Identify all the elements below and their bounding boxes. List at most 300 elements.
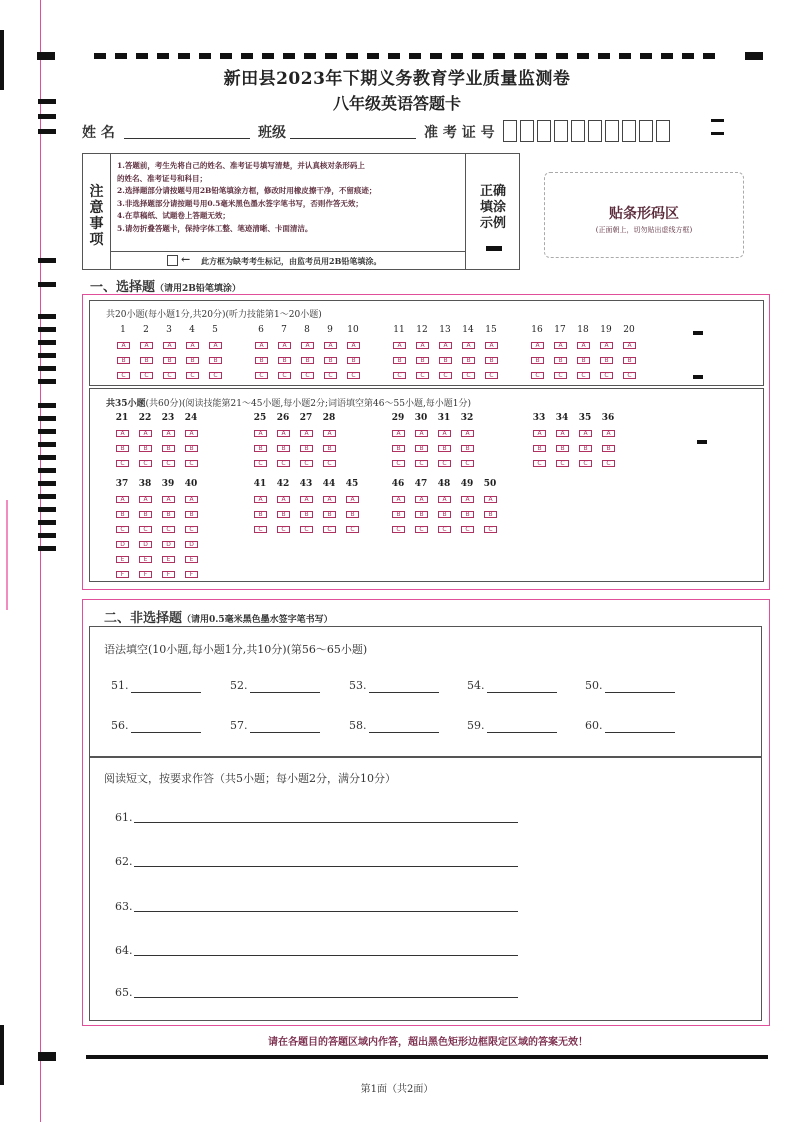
answer-bubble[interactable]: A	[278, 342, 291, 349]
reading-item-label: 64.	[115, 944, 133, 957]
answer-bubble[interactable]: C	[186, 372, 199, 379]
answer-bubble[interactable]: C	[346, 526, 359, 533]
answer-bubble[interactable]: A	[600, 342, 613, 349]
answer-bubble[interactable]: B	[116, 511, 129, 518]
grammar-header: 语法填空(10小题,每小题1分,共10分)(第56～65小题)	[104, 643, 368, 656]
reading-item-label: 62.	[115, 855, 133, 868]
answer-bubble[interactable]: A	[323, 496, 336, 503]
grammar-answer-line[interactable]	[131, 692, 201, 693]
timing-mark	[703, 53, 715, 59]
exam-number-cell[interactable]	[554, 120, 568, 142]
grammar-answer-line[interactable]	[250, 692, 320, 693]
answer-bubble[interactable]: A	[162, 496, 175, 503]
timing-mark	[38, 416, 56, 421]
answer-bubble[interactable]: C	[438, 460, 451, 467]
answer-bubble[interactable]: B	[415, 445, 428, 452]
answer-bubble[interactable]: B	[577, 357, 590, 364]
answer-bubble[interactable]: B	[623, 357, 636, 364]
bottom-bar	[86, 1055, 768, 1059]
answer-bubble[interactable]: B	[255, 357, 268, 364]
answer-bubble[interactable]: B	[162, 445, 175, 452]
timing-mark	[38, 507, 56, 512]
question-number: 4	[189, 325, 195, 335]
notice-line: 3.非选择题部分请按题号用0.5毫米黑色墨水签字笔书写，否则作答无效；	[117, 198, 363, 208]
answer-bubble[interactable]: A	[139, 496, 152, 503]
answer-bubble[interactable]: B	[323, 445, 336, 452]
reading-answer-header: 阅读短文，按要求作答（共5小题；每小题2分，满分10分）	[104, 772, 396, 785]
answer-bubble[interactable]: C	[255, 372, 268, 379]
answer-bubble[interactable]: A	[300, 430, 313, 437]
answer-bubble[interactable]: A	[579, 430, 592, 437]
question-number: 30	[414, 413, 428, 423]
grammar-item-label: 58.	[349, 719, 367, 732]
timing-mark	[577, 53, 589, 59]
question-number: 47	[414, 479, 428, 489]
left-edge-mark	[6, 500, 8, 610]
timing-mark	[38, 258, 56, 263]
question-number: 12	[416, 325, 428, 335]
barcode-title: 贴条形码区	[609, 206, 679, 222]
answer-bubble[interactable]: C	[438, 526, 451, 533]
reading-item-label: 61.	[115, 811, 133, 824]
answer-bubble[interactable]: A	[186, 342, 199, 349]
timing-mark	[38, 520, 56, 525]
absent-note: 此方框为缺考考生标记，由监考员用2B铅笔填涂。	[201, 256, 382, 266]
answer-bubble[interactable]: C	[324, 372, 337, 379]
answer-bubble[interactable]: B	[140, 357, 153, 364]
question-number: 44	[322, 479, 336, 489]
absent-checkbox[interactable]	[167, 255, 178, 266]
answer-bubble[interactable]: A	[255, 342, 268, 349]
answer-bubble[interactable]: B	[554, 357, 567, 364]
grammar-answer-line[interactable]	[131, 732, 201, 733]
answer-bubble[interactable]: A	[277, 430, 290, 437]
answer-bubble[interactable]: C	[301, 372, 314, 379]
answer-bubble[interactable]: C	[116, 526, 129, 533]
answer-bubble[interactable]: C	[623, 372, 636, 379]
question-number: 36	[601, 413, 615, 423]
reading-item-label: 65.	[115, 986, 133, 999]
answer-bubble[interactable]: A	[602, 430, 615, 437]
exam-number-cell[interactable]	[656, 120, 670, 142]
timing-mark	[409, 53, 421, 59]
timing-mark	[38, 282, 56, 287]
answer-bubble[interactable]: A	[209, 342, 222, 349]
answer-bubble[interactable]: B	[533, 445, 546, 452]
answer-bubble[interactable]: A	[300, 496, 313, 503]
grammar-item-label: 53.	[349, 679, 367, 692]
answer-bubble[interactable]: C	[139, 526, 152, 533]
timing-mark	[388, 53, 400, 59]
answer-bubble[interactable]: B	[415, 511, 428, 518]
arrow-icon: ←	[181, 253, 191, 266]
answer-bubble[interactable]: A	[439, 342, 452, 349]
exam-number-cell[interactable]	[588, 120, 602, 142]
answer-bubble[interactable]: B	[278, 357, 291, 364]
answer-bubble[interactable]: C	[554, 372, 567, 379]
answer-bubble[interactable]: A	[163, 342, 176, 349]
question-number: 8	[304, 325, 310, 335]
reading-answer-line[interactable]	[134, 955, 518, 956]
answer-bubble[interactable]: A	[484, 496, 497, 503]
answer-bubble[interactable]: B	[300, 445, 313, 452]
question-number: 43	[299, 479, 313, 489]
timing-mark	[38, 366, 56, 371]
answer-bubble[interactable]: A	[162, 430, 175, 437]
answer-bubble[interactable]: F	[116, 571, 129, 578]
answer-bubble[interactable]: C	[484, 526, 497, 533]
answer-bubble[interactable]: E	[162, 556, 175, 563]
answer-bubble[interactable]: C	[300, 460, 313, 467]
answer-bubble[interactable]: B	[324, 357, 337, 364]
answer-bubble[interactable]: C	[300, 526, 313, 533]
answer-bubble[interactable]: B	[346, 511, 359, 518]
question-number: 50	[483, 479, 497, 489]
section2-title: 二、非选择题	[104, 611, 183, 626]
answer-bubble[interactable]: B	[162, 511, 175, 518]
listening-header: 共20小题(每小题1分,共20分)(听力技能第1～20小题)	[106, 310, 322, 320]
answer-bubble[interactable]: C	[116, 460, 129, 467]
question-number: 25	[253, 413, 267, 423]
grammar-item-label: 51.	[111, 679, 129, 692]
question-number: 32	[460, 413, 474, 423]
answer-bubble[interactable]: E	[139, 556, 152, 563]
answer-bubble[interactable]: C	[277, 460, 290, 467]
grammar-item-label: 60.	[585, 719, 603, 732]
answer-bubble[interactable]: C	[254, 526, 267, 533]
answer-bubble[interactable]: A	[393, 342, 406, 349]
name-label: 姓 名	[82, 125, 115, 141]
reading-header-rest: (共60分)(阅读技能第21～45小题,每小题2分;词语填空第46～55小题,每小题1分)	[145, 399, 472, 409]
barcode-area	[544, 172, 744, 258]
answer-bubble[interactable]: F	[139, 571, 152, 578]
timing-mark	[38, 455, 56, 460]
exam-number-cell[interactable]	[537, 120, 551, 142]
answer-bubble[interactable]: C	[600, 372, 613, 379]
timing-mark	[38, 429, 56, 434]
timing-mark	[325, 53, 337, 59]
answer-bubble[interactable]: B	[461, 445, 474, 452]
answer-bubble[interactable]: A	[301, 342, 314, 349]
answer-bubble[interactable]: C	[162, 460, 175, 467]
reading-answer-line[interactable]	[134, 911, 518, 912]
timing-mark	[178, 53, 190, 59]
question-number: 6	[258, 325, 264, 335]
answer-bubble[interactable]: C	[577, 372, 590, 379]
class-label: 班级	[258, 125, 286, 141]
answer-bubble[interactable]: E	[185, 556, 198, 563]
answer-bubble[interactable]: A	[254, 430, 267, 437]
answer-bubble[interactable]: A	[461, 496, 474, 503]
answer-bubble[interactable]: A	[461, 430, 474, 437]
answer-bubble[interactable]: F	[162, 571, 175, 578]
answer-bubble[interactable]: B	[600, 357, 613, 364]
answer-bubble[interactable]: B	[139, 445, 152, 452]
answer-bubble[interactable]: C	[602, 460, 615, 467]
answer-bubble[interactable]: A	[462, 342, 475, 349]
question-number: 7	[281, 325, 287, 335]
answer-bubble[interactable]: B	[277, 445, 290, 452]
answer-bubble[interactable]: C	[415, 460, 428, 467]
answer-bubble[interactable]: A	[140, 342, 153, 349]
answer-bubble[interactable]: C	[462, 372, 475, 379]
reading-header-bold: 共35小题	[106, 399, 146, 409]
answer-bubble[interactable]: B	[531, 357, 544, 364]
answer-bubble[interactable]: C	[392, 460, 405, 467]
answer-bubble[interactable]: B	[347, 357, 360, 364]
notice-lines	[117, 160, 461, 235]
question-number: 48	[437, 479, 451, 489]
answer-bubble[interactable]: B	[416, 357, 429, 364]
timing-mark	[199, 53, 211, 59]
grammar-answer-line[interactable]	[605, 732, 675, 733]
section2-note: （请用0.5毫米黑色墨水签字笔书写）	[182, 615, 333, 625]
question-number: 18	[577, 325, 589, 335]
answer-bubble[interactable]: C	[533, 460, 546, 467]
answer-bubble[interactable]: C	[416, 372, 429, 379]
answer-bubble[interactable]: B	[185, 511, 198, 518]
notice-line: 的姓名、准考证号和科目；	[117, 173, 207, 183]
answer-bubble[interactable]: B	[438, 445, 451, 452]
absent-row	[111, 251, 465, 271]
answer-bubble[interactable]: A	[116, 430, 129, 437]
timing-mark	[514, 53, 526, 59]
notice-line: 1.答题前，考生先将自己的姓名、准考证号填写清楚，并认真核对条形码上	[117, 161, 365, 170]
answer-bubble[interactable]: D	[116, 541, 129, 548]
exam-number-label: 准 考 证 号	[424, 125, 495, 141]
reading-answer-line[interactable]	[134, 822, 518, 823]
question-number: 14	[462, 325, 474, 335]
answer-bubble[interactable]: A	[531, 342, 544, 349]
question-number: 33	[532, 413, 546, 423]
question-number: 42	[276, 479, 290, 489]
answer-bubble[interactable]: B	[139, 511, 152, 518]
answer-bubble[interactable]: A	[416, 342, 429, 349]
answer-bubble[interactable]: C	[139, 460, 152, 467]
grammar-item-label: 52.	[230, 679, 248, 692]
answer-bubble[interactable]: C	[323, 526, 336, 533]
answer-bubble[interactable]: B	[186, 357, 199, 364]
timing-mark	[38, 481, 56, 486]
answer-bubble[interactable]: B	[439, 357, 452, 364]
question-number: 26	[276, 413, 290, 423]
answer-bubble[interactable]: C	[393, 372, 406, 379]
answer-bubble[interactable]: B	[556, 445, 569, 452]
answer-bubble[interactable]: A	[139, 430, 152, 437]
answer-bubble[interactable]: A	[185, 496, 198, 503]
answer-bubble[interactable]: A	[185, 430, 198, 437]
answer-bubble[interactable]: B	[392, 511, 405, 518]
answer-bubble[interactable]: B	[393, 357, 406, 364]
timing-mark	[682, 53, 694, 59]
answer-bubble[interactable]: C	[439, 372, 452, 379]
question-number: 5	[212, 325, 218, 335]
answer-bubble[interactable]: C	[323, 460, 336, 467]
reading-answer-line[interactable]	[134, 866, 518, 867]
answer-bubble[interactable]: C	[392, 526, 405, 533]
answer-bubble[interactable]: B	[579, 445, 592, 452]
exam-number-cell[interactable]	[571, 120, 585, 142]
grammar-item-label: 59.	[467, 719, 485, 732]
fill-sample	[465, 154, 521, 269]
answer-bubble[interactable]: A	[577, 342, 590, 349]
question-number: 22	[138, 413, 152, 423]
question-number: 29	[391, 413, 405, 423]
answer-bubble[interactable]: B	[300, 511, 313, 518]
answer-bubble[interactable]: B	[254, 511, 267, 518]
answer-bubble[interactable]: B	[602, 445, 615, 452]
section1-title: 一、选择题	[90, 280, 156, 295]
question-number: 20	[623, 325, 635, 335]
question-number: 41	[253, 479, 267, 489]
answer-bubble[interactable]: A	[623, 342, 636, 349]
answer-bubble[interactable]: A	[347, 342, 360, 349]
answer-bubble[interactable]: C	[162, 526, 175, 533]
answer-bubble[interactable]: C	[485, 372, 498, 379]
answer-bubble[interactable]: A	[324, 342, 337, 349]
exam-number-cell[interactable]	[605, 120, 619, 142]
timing-mark	[38, 327, 56, 332]
answer-bubble[interactable]: D	[185, 541, 198, 548]
question-number: 15	[485, 325, 497, 335]
answer-bubble[interactable]: A	[392, 430, 405, 437]
answer-bubble[interactable]: C	[579, 460, 592, 467]
timing-mark	[38, 353, 56, 358]
answer-bubble[interactable]: B	[117, 357, 130, 364]
question-number: 19	[600, 325, 612, 335]
grammar-answer-line[interactable]	[369, 732, 439, 733]
name-field[interactable]	[124, 138, 250, 139]
question-number: 35	[578, 413, 592, 423]
answer-bubble[interactable]: C	[209, 372, 222, 379]
answer-bubble[interactable]: A	[116, 496, 129, 503]
answer-bubble[interactable]: A	[438, 496, 451, 503]
grammar-answer-line[interactable]	[487, 692, 557, 693]
answer-bubble[interactable]: A	[323, 430, 336, 437]
answer-bubble[interactable]: A	[117, 342, 130, 349]
question-number: 16	[531, 325, 543, 335]
answer-bubble[interactable]: A	[392, 496, 405, 503]
answer-bubble[interactable]: B	[301, 357, 314, 364]
timing-mark	[38, 494, 56, 499]
answer-bubble[interactable]: A	[438, 430, 451, 437]
answer-bubble[interactable]: D	[162, 541, 175, 548]
exam-number-cell[interactable]	[639, 120, 653, 142]
page-title: 新田县2023年下期义务教育学业质量监测卷	[223, 69, 571, 89]
answer-bubble[interactable]: B	[254, 445, 267, 452]
answer-bubble[interactable]: C	[140, 372, 153, 379]
answer-bubble[interactable]: C	[461, 460, 474, 467]
question-number: 9	[327, 325, 333, 335]
reading-answer-line[interactable]	[134, 997, 518, 998]
answer-bubble[interactable]: D	[139, 541, 152, 548]
answer-bubble[interactable]: B	[116, 445, 129, 452]
answer-bubble[interactable]: A	[556, 430, 569, 437]
answer-bubble[interactable]: B	[277, 511, 290, 518]
answer-bubble[interactable]: B	[209, 357, 222, 364]
answer-bubble[interactable]: A	[533, 430, 546, 437]
answer-bubble[interactable]: A	[346, 496, 359, 503]
answer-bubble[interactable]: C	[185, 526, 198, 533]
answer-bubble[interactable]: E	[116, 556, 129, 563]
answer-bubble[interactable]: B	[185, 445, 198, 452]
timing-mark	[38, 114, 56, 119]
answer-bubble[interactable]: C	[117, 372, 130, 379]
timing-mark	[241, 53, 253, 59]
answer-bubble[interactable]: B	[462, 357, 475, 364]
answer-bubble[interactable]: B	[461, 511, 474, 518]
timing-mark	[38, 314, 56, 319]
question-number: 1	[120, 325, 126, 335]
answer-bubble[interactable]: A	[485, 342, 498, 349]
timing-mark	[38, 533, 56, 538]
answer-bubble[interactable]: C	[163, 372, 176, 379]
answer-bubble[interactable]: A	[254, 496, 267, 503]
answer-bubble[interactable]: B	[485, 357, 498, 364]
timing-mark	[115, 53, 127, 59]
question-number: 34	[555, 413, 569, 423]
reading-item-label: 63.	[115, 900, 133, 913]
exam-number-cell[interactable]	[622, 120, 636, 142]
answer-bubble[interactable]: B	[323, 511, 336, 518]
grammar-answer-line[interactable]	[605, 692, 675, 693]
answer-bubble[interactable]: C	[347, 372, 360, 379]
answer-bubble[interactable]: A	[277, 496, 290, 503]
answer-bubble[interactable]: B	[484, 511, 497, 518]
exam-number-cell[interactable]	[503, 120, 517, 142]
answer-bubble[interactable]: C	[531, 372, 544, 379]
answer-bubble[interactable]: A	[554, 342, 567, 349]
timing-mark	[283, 53, 295, 59]
answer-bubble[interactable]: F	[185, 571, 198, 578]
section1-heading	[90, 276, 241, 295]
answer-bubble[interactable]: A	[415, 430, 428, 437]
answer-bubble[interactable]: B	[438, 511, 451, 518]
class-field[interactable]	[290, 138, 416, 139]
question-number: 49	[460, 479, 474, 489]
grammar-answer-line[interactable]	[369, 692, 439, 693]
timing-mark	[346, 53, 358, 59]
section2-heading	[104, 607, 333, 626]
grammar-answer-line[interactable]	[487, 732, 557, 733]
fill-sample-label: 正确填涂示例	[479, 184, 506, 231]
timing-mark	[640, 53, 652, 59]
answer-bubble[interactable]: C	[277, 526, 290, 533]
timing-mark	[38, 129, 56, 134]
exam-number-cell[interactable]	[520, 120, 534, 142]
timing-mark	[661, 53, 673, 59]
answer-bubble[interactable]: C	[254, 460, 267, 467]
right-timing-mark	[711, 132, 724, 135]
answer-bubble[interactable]: C	[461, 526, 474, 533]
answer-bubble[interactable]: C	[185, 460, 198, 467]
question-number: 45	[345, 479, 359, 489]
answer-bubble[interactable]: C	[556, 460, 569, 467]
page-subtitle: 八年级英语答题卡	[332, 94, 461, 113]
question-number: 28	[322, 413, 336, 423]
timing-mark	[38, 340, 56, 345]
timing-mark	[38, 546, 56, 551]
question-number: 37	[115, 479, 129, 489]
answer-bubble[interactable]: C	[278, 372, 291, 379]
timing-mark	[430, 53, 442, 59]
answer-bubble[interactable]: A	[415, 496, 428, 503]
question-number: 23	[161, 413, 175, 423]
grammar-answer-line[interactable]	[250, 732, 320, 733]
answer-bubble[interactable]: C	[415, 526, 428, 533]
answer-bubble[interactable]: B	[163, 357, 176, 364]
answer-bubble[interactable]: B	[392, 445, 405, 452]
